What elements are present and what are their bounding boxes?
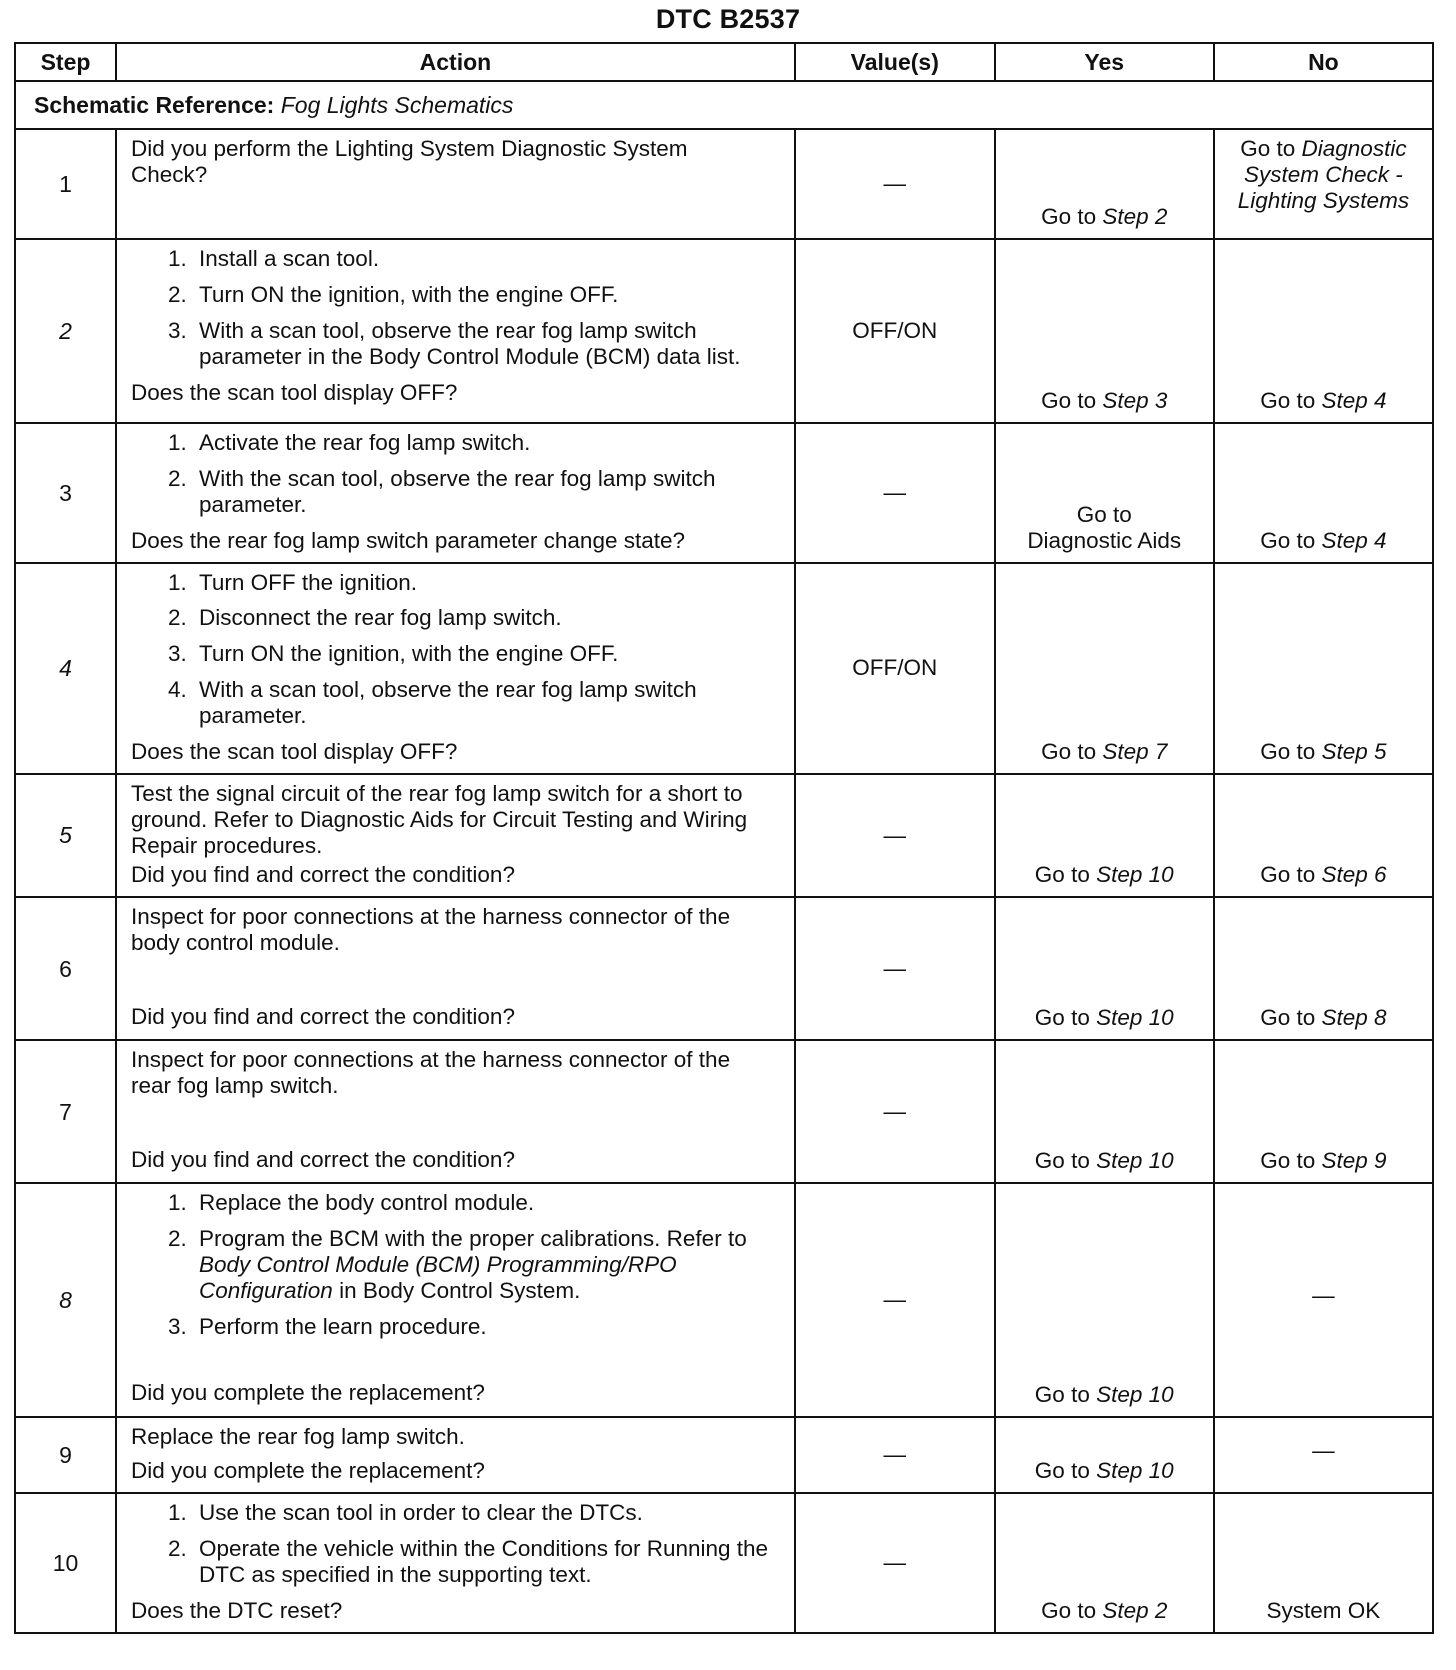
diagnostic-table [14, 42, 1434, 1634]
no-cell [1214, 774, 1433, 898]
action-list [131, 1500, 786, 1588]
no-cell [1214, 1040, 1433, 1183]
value-cell: — [795, 774, 995, 898]
action-item: 3. With a scan tool, observe the rear fog lamp switch parameter in the Body Control Module (BCM) data list. [193, 318, 786, 370]
yes-cell [995, 897, 1214, 1040]
no-prefix: Go to [1260, 527, 1316, 553]
yes-step: Step 10 [1096, 1005, 1174, 1031]
no-step: Step 4 [1321, 527, 1387, 553]
action-item: 1. Replace the body control module. [193, 1190, 786, 1216]
yes-cell [995, 563, 1214, 774]
action-item: 1. Install a scan tool. [193, 246, 786, 272]
step-number: 3 [15, 423, 116, 563]
yes-cell [995, 1493, 1214, 1633]
step-number: 1 [15, 129, 116, 239]
step-number: 8 [15, 1183, 116, 1417]
step-number: 4 [15, 563, 116, 774]
value-cell: — [795, 1493, 995, 1633]
no-prefix: Go to [1260, 388, 1316, 414]
yes-step: Step 10 [1096, 1148, 1174, 1174]
header-step: Step [15, 43, 116, 81]
yes-prefix: Go to [1041, 738, 1097, 764]
header-values: Value(s) [795, 43, 995, 81]
no-prefix: Go to [1260, 862, 1316, 888]
header-row [15, 43, 1433, 81]
value-cell: — [795, 129, 995, 239]
no-cell [1214, 423, 1433, 563]
table-row [15, 1417, 1433, 1493]
schematic-reference [15, 81, 1433, 129]
action-item: 2. With the scan tool, observe the rear fog lamp switch parameter. [193, 466, 786, 518]
value-cell: — [795, 423, 995, 563]
action-text: Inspect for poor connections at the harness connector of the body control module. [130, 904, 731, 956]
no-step: Step 8 [1321, 1005, 1387, 1031]
no-prefix: Go to [1260, 1005, 1316, 1031]
no-cell: System OK [1214, 1493, 1433, 1633]
yes-step: Step 10 [1096, 1458, 1174, 1484]
page-title: DTC B2537 [655, 4, 801, 34]
yes-prefix: Go to [1034, 1005, 1090, 1031]
table-row [15, 423, 1433, 563]
action-cell [116, 563, 795, 774]
header-yes: Yes [995, 43, 1214, 81]
step-number: 2 [15, 239, 116, 423]
yes-cell [995, 239, 1214, 423]
yes-cell [995, 1040, 1214, 1183]
action-item: 3. Turn ON the ignition, with the engine OFF. [193, 641, 786, 667]
schematic-link: Fog Lights Schematics [280, 91, 514, 118]
no-cell [1214, 239, 1433, 423]
action-item: 3. Perform the learn procedure. [193, 1314, 786, 1340]
action-item: 1. Activate the rear fog lamp switch. [193, 430, 786, 456]
yes-step: Step 10 [1096, 1382, 1174, 1408]
table-row [15, 897, 1433, 1040]
step-number: 10 [15, 1493, 116, 1633]
value-cell: — [795, 897, 995, 1040]
no-cell: — [1214, 1417, 1433, 1493]
action-item-reference: Body Control Module (BCM) Programming/RPO Configuration [198, 1252, 677, 1303]
no-cell [1214, 897, 1433, 1040]
step-number: 9 [15, 1417, 116, 1493]
yes-cell [995, 129, 1214, 239]
action-text: Test the signal circuit of the rear fog lamp switch for a short to ground. Refer to Diagnostic Aids for Circuit Testing and Wiring Repair procedures. [130, 780, 748, 858]
action-item: 4. With a scan tool, observe the rear fog lamp switch parameter. [193, 677, 786, 729]
action-item: 1. Turn OFF the ignition. [193, 570, 786, 596]
action-list [131, 570, 786, 729]
action-question: Did you complete the replacement? [130, 1458, 485, 1484]
yes-prefix: Go to [1034, 862, 1090, 888]
table-row [15, 1493, 1433, 1633]
value-cell: — [795, 1040, 995, 1183]
action-question: Did you complete the replacement? [130, 1380, 485, 1406]
yes-step: Step 10 [1096, 862, 1174, 888]
action-cell [116, 774, 795, 898]
action-text: Inspect for poor connections at the harness connector of the rear fog lamp switch. [130, 1047, 731, 1099]
no-prefix: Go to [1240, 136, 1296, 161]
no-step: Step 5 [1321, 738, 1387, 764]
value-cell: — [795, 1183, 995, 1417]
schematic-label: Schematic Reference: [34, 91, 275, 118]
action-item [193, 1226, 786, 1304]
action-cell [116, 129, 795, 239]
action-question: Does the scan tool display OFF? [130, 379, 458, 405]
action-item: 2. Operate the vehicle within the Conditions for Running the DTC as specified in the supporting text. [193, 1536, 786, 1588]
yes-step: Step 2 [1102, 204, 1168, 230]
yes-prefix: Go to [1034, 1382, 1090, 1408]
action-list [131, 246, 786, 370]
yes-prefix: Go to [1034, 1458, 1090, 1484]
action-item-text: Program the BCM with the proper calibrations. Refer to [198, 1226, 747, 1252]
yes-line-1: Go to [1076, 501, 1132, 527]
action-list [131, 1190, 786, 1349]
value-cell: — [795, 1417, 995, 1493]
action-question: Does the scan tool display OFF? [130, 738, 458, 764]
table-row [15, 774, 1433, 898]
action-cell [116, 1040, 795, 1183]
schematic-reference-row [15, 81, 1433, 129]
no-step: Step 4 [1321, 388, 1387, 414]
action-cell [116, 1493, 795, 1633]
yes-cell [995, 423, 1214, 563]
no-step: Step 6 [1321, 862, 1387, 888]
yes-prefix: Go to [1034, 1148, 1090, 1174]
action-question: Does the DTC reset? [130, 1597, 343, 1623]
step-number: 5 [15, 774, 116, 898]
action-question: Did you find and correct the condition? [130, 1004, 515, 1030]
yes-prefix: Go to [1041, 388, 1097, 414]
action-text: Replace the rear fog lamp switch. [130, 1424, 465, 1450]
table-row [15, 1183, 1433, 1417]
yes-line-2: Diagnostic Aids [1027, 527, 1182, 553]
yes-step: Step 3 [1102, 388, 1168, 414]
value-cell: OFF/ON [795, 563, 995, 774]
no-prefix: Go to [1260, 1148, 1316, 1174]
table-row [15, 563, 1433, 774]
yes-cell [995, 774, 1214, 898]
yes-step: Step 2 [1102, 1597, 1168, 1623]
value-cell: OFF/ON [795, 239, 995, 423]
table-row [15, 129, 1433, 239]
no-prefix: Go to [1260, 738, 1316, 764]
no-cell [1214, 563, 1433, 774]
header-no: No [1214, 43, 1433, 81]
yes-prefix: Go to [1041, 1597, 1097, 1623]
action-cell [116, 423, 795, 563]
action-cell [116, 239, 795, 423]
action-item: 2. Disconnect the rear fog lamp switch. [193, 605, 786, 631]
action-item: 1. Use the scan tool in order to clear the DTCs. [193, 1500, 786, 1526]
yes-step: Step 7 [1102, 738, 1168, 764]
no-ref: Diagnostic System Check - Lighting Systems [1237, 136, 1410, 213]
yes-cell [995, 1417, 1214, 1493]
step-number: 7 [15, 1040, 116, 1183]
action-text: Did you perform the Lighting System Diagnostic System Check? [130, 136, 688, 187]
action-item: 2. Turn ON the ignition, with the engine OFF. [193, 282, 786, 308]
header-action: Action [116, 43, 795, 81]
action-list [131, 430, 786, 518]
action-cell [116, 1183, 795, 1417]
action-question: Does the rear fog lamp switch parameter change state? [130, 527, 686, 553]
yes-cell [995, 1183, 1214, 1417]
action-item-text-end: in Body Control System. [339, 1277, 581, 1303]
action-cell [116, 1417, 795, 1493]
table-row [15, 1040, 1433, 1183]
yes-prefix: Go to [1041, 204, 1097, 230]
action-question: Did you find and correct the condition? [130, 862, 515, 888]
step-number: 6 [15, 897, 116, 1040]
no-step: Step 9 [1321, 1148, 1387, 1174]
table-row [15, 239, 1433, 423]
action-question: Did you find and correct the condition? [130, 1147, 515, 1173]
action-cell [116, 897, 795, 1040]
no-cell: — [1214, 1183, 1433, 1417]
no-cell [1214, 129, 1433, 239]
